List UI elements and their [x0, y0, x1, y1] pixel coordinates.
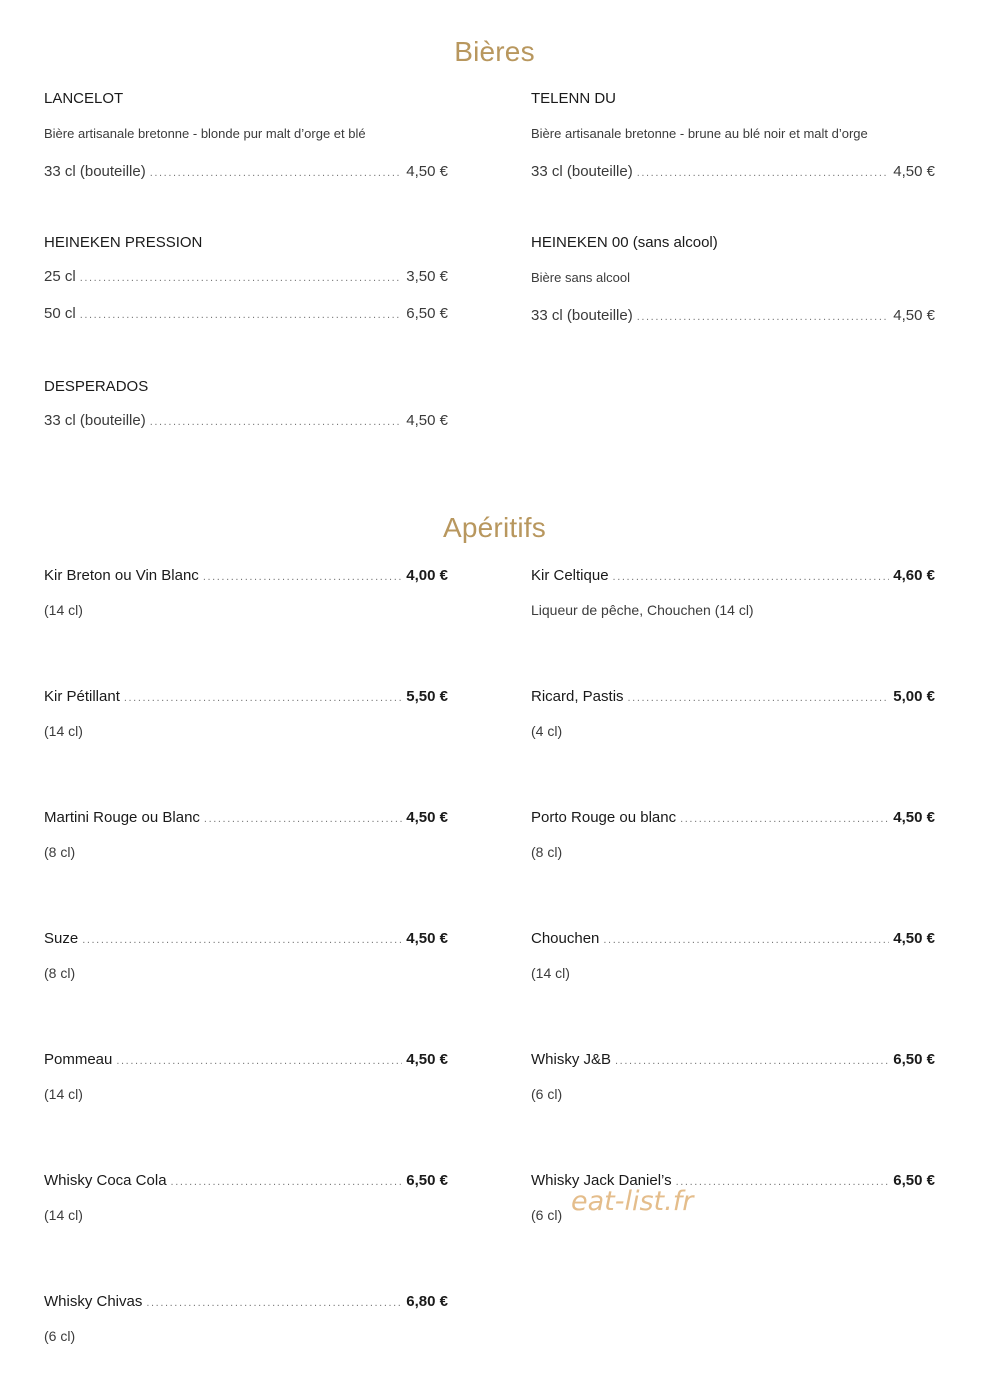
menu-item-whisky-jb: [531, 1051, 935, 1102]
size-label: 33 cl (bouteille): [531, 307, 633, 324]
price-row: [44, 163, 448, 182]
menu-item-kir-breton: [44, 567, 448, 618]
price: 4,60 €: [893, 567, 935, 584]
leader-dots: [613, 568, 890, 586]
item-volume: (14 cl): [531, 965, 570, 981]
menu-item-lancelot: [44, 90, 448, 182]
item-volume: (14 cl): [44, 1086, 83, 1102]
item-volume: (14 cl): [44, 723, 83, 739]
item-name: HEINEKEN PRESSION: [44, 234, 203, 251]
item-name: Kir Pétillant: [44, 688, 120, 705]
price-row: [44, 688, 448, 707]
size-label: 33 cl (bouteille): [44, 412, 146, 429]
leader-dots: [204, 810, 402, 828]
item-description: Bière artisanale bretonne - brune au blé noir et malt d’orge: [531, 126, 868, 141]
price: 3,50 €: [406, 268, 448, 285]
menu-item-heineken-00: [531, 234, 935, 326]
item-name: Whisky Jack Daniel’s: [531, 1172, 672, 1189]
price: 5,00 €: [893, 688, 935, 705]
leader-dots: [615, 1052, 889, 1070]
section-title-bieres: Bières: [454, 36, 535, 67]
price: 6,50 €: [893, 1051, 935, 1068]
menu-item-martini: [44, 809, 448, 860]
item-volume: (8 cl): [44, 844, 76, 860]
leader-dots: [628, 689, 890, 707]
menu-item-pommeau: [44, 1051, 448, 1102]
item-name: Ricard, Pastis: [531, 688, 624, 705]
leader-dots: [150, 164, 403, 182]
price: 6,80 €: [406, 1293, 448, 1310]
item-name: Whisky Coca Cola: [44, 1172, 167, 1189]
item-name: Chouchen: [531, 930, 600, 947]
item-name: Whisky J&B: [531, 1051, 612, 1068]
section-title-aperitifs: Apéritifs: [443, 512, 546, 543]
price: 4,50 €: [893, 163, 935, 180]
item-volume: (4 cl): [531, 723, 563, 739]
size-label: 50 cl: [44, 305, 76, 322]
leader-dots: [203, 568, 402, 586]
price: 4,50 €: [406, 163, 448, 180]
watermark: eat-list.fr: [571, 1186, 694, 1217]
price: 4,50 €: [893, 809, 935, 826]
item-name: Kir Celtique: [531, 567, 609, 584]
price-row: [531, 930, 935, 949]
item-volume: (6 cl): [531, 1086, 563, 1102]
price: 4,50 €: [893, 930, 935, 947]
price-row: [44, 1293, 448, 1312]
price: 4,50 €: [406, 809, 448, 826]
price: 4,50 €: [406, 412, 448, 429]
price-row: [531, 688, 935, 707]
menu-item-chouchen: [531, 930, 935, 981]
price-row: [44, 305, 448, 324]
item-name: Kir Breton ou Vin Blanc: [44, 567, 199, 584]
item-volume: Liqueur de pêche, Chouchen (14 cl): [531, 602, 754, 618]
price-row: [44, 809, 448, 828]
price-row: [44, 1172, 448, 1191]
size-label: 25 cl: [44, 268, 76, 285]
leader-dots: [603, 931, 889, 949]
item-name: Pommeau: [44, 1051, 113, 1068]
price-row: [44, 1051, 448, 1070]
menu-item-heineken-pression: [44, 234, 448, 324]
menu-item-whisky-chivas: [44, 1293, 448, 1344]
menu-item-suze: [44, 930, 448, 981]
price-row: [44, 412, 448, 431]
leader-dots: [150, 413, 403, 431]
menu-item-whisky-coca: [44, 1172, 448, 1223]
menu-item-kir-celtique: [531, 567, 935, 618]
item-volume: (6 cl): [44, 1328, 76, 1344]
item-name: Martini Rouge ou Blanc: [44, 809, 200, 826]
price: 6,50 €: [406, 1172, 448, 1189]
item-name: Suze: [44, 930, 79, 947]
menu-item-telenn-du: [531, 90, 935, 182]
leader-dots: [676, 1173, 890, 1191]
price: 4,50 €: [893, 307, 935, 324]
leader-dots: [680, 810, 889, 828]
price-row: [531, 567, 935, 586]
leader-dots: [171, 1173, 403, 1191]
item-volume: (8 cl): [531, 844, 563, 860]
size-label: 33 cl (bouteille): [44, 163, 146, 180]
leader-dots: [637, 164, 890, 182]
item-name: Whisky Chivas: [44, 1293, 143, 1310]
item-volume: (14 cl): [44, 1207, 83, 1223]
price-row: [44, 930, 448, 949]
item-name: TELENN DU: [531, 90, 617, 107]
item-volume: (8 cl): [44, 965, 76, 981]
item-name: Porto Rouge ou blanc: [531, 809, 677, 826]
leader-dots: [146, 1294, 402, 1312]
item-name: DESPERADOS: [44, 378, 149, 395]
item-description: Bière sans alcool: [531, 270, 630, 285]
price-row: [44, 567, 448, 586]
price: 5,50 €: [406, 688, 448, 705]
price-row: [531, 307, 935, 326]
price: 4,50 €: [406, 930, 448, 947]
menu-item-porto: [531, 809, 935, 860]
menu-item-desperados: [44, 378, 448, 431]
leader-dots: [124, 689, 402, 707]
size-label: 33 cl (bouteille): [531, 163, 633, 180]
price-row: [531, 1051, 935, 1070]
price-row: [531, 163, 935, 182]
leader-dots: [116, 1052, 402, 1070]
item-description: Bière artisanale bretonne - blonde pur malt d’orge et blé: [44, 126, 366, 141]
leader-dots: [80, 269, 403, 287]
item-name: LANCELOT: [44, 90, 124, 107]
item-name: HEINEKEN 00 (sans alcool): [531, 234, 718, 251]
price: 6,50 €: [406, 305, 448, 322]
menu-item-ricard-pastis: [531, 688, 935, 739]
item-volume: (14 cl): [44, 602, 83, 618]
price-row: [531, 809, 935, 828]
price: 4,00 €: [406, 567, 448, 584]
item-volume: (6 cl): [531, 1207, 563, 1223]
price: 4,50 €: [406, 1051, 448, 1068]
leader-dots: [80, 306, 403, 324]
leader-dots: [637, 308, 890, 326]
menu-item-kir-petillant: [44, 688, 448, 739]
price: 6,50 €: [893, 1172, 935, 1189]
price-row: [44, 268, 448, 287]
leader-dots: [82, 931, 402, 949]
